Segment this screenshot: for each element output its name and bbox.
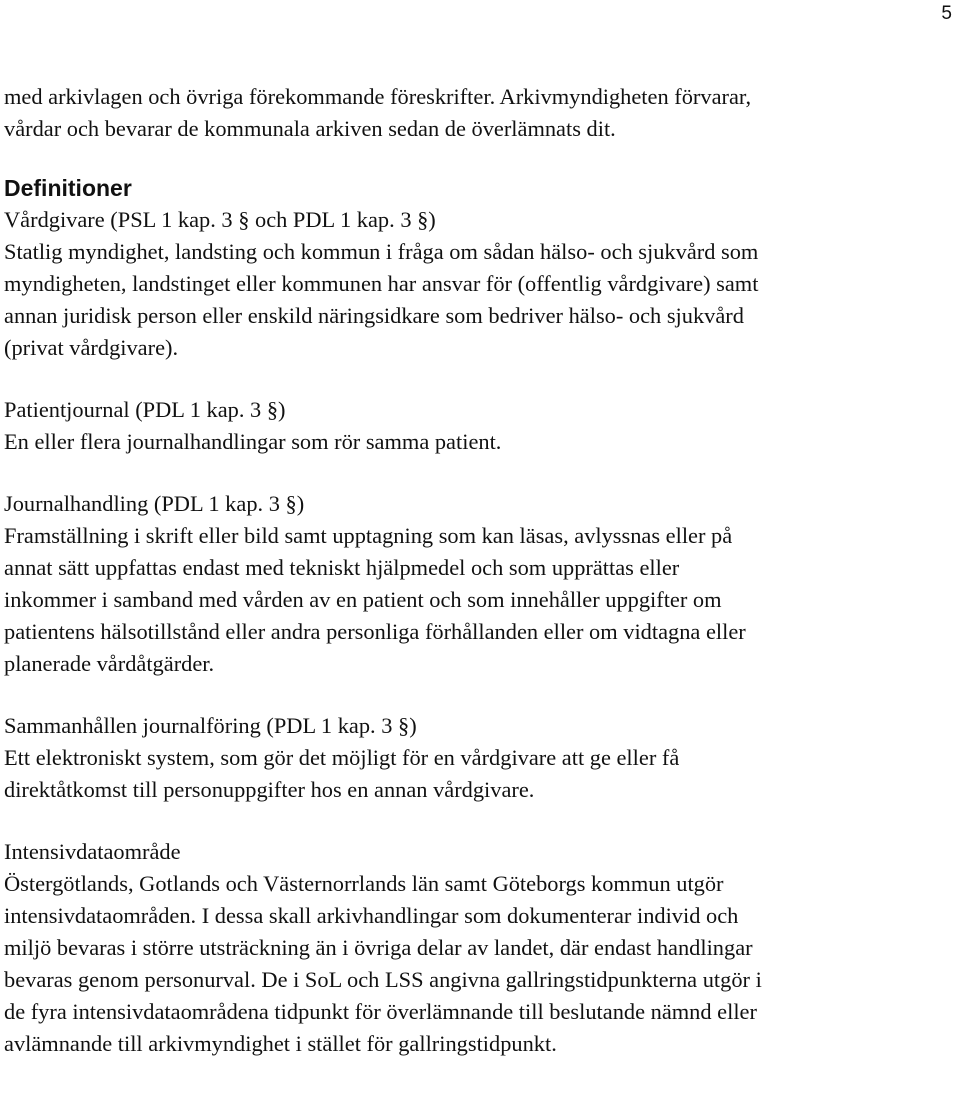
text-line: myndigheten, landstinget eller kommunen har ansvar för (offentlig vårdgivare) samt bbox=[4, 271, 759, 296]
definition-term: Sammanhållen journalföring (PDL 1 kap. 3 §) bbox=[4, 713, 417, 738]
definition-patientjournal bbox=[4, 394, 954, 458]
definition-intensivdataomrade bbox=[4, 836, 954, 1060]
definition-journalhandling bbox=[4, 488, 954, 680]
text-line: En eller flera journalhandlingar som rör samma patient. bbox=[4, 429, 502, 454]
text-line: inkommer i samband med vården av en patient och som innehåller uppgifter om bbox=[4, 587, 722, 612]
text-line: planerade vårdåtgärder. bbox=[4, 651, 215, 676]
definition-term: Journalhandling (PDL 1 kap. 3 §) bbox=[4, 491, 305, 516]
text-line: patientens hälsotillstånd eller andra personliga förhållanden eller om vidtagna eller bbox=[4, 619, 746, 644]
definition-vardgivare bbox=[4, 204, 954, 364]
text-line: de fyra intensivdataområdena tidpunkt för överlämnande till beslutande nämnd eller bbox=[4, 999, 757, 1024]
definition-sammanhallen-journalforing bbox=[4, 710, 954, 806]
definition-term: Vårdgivare (PSL 1 kap. 3 § och PDL 1 kap. 3 §) bbox=[4, 207, 436, 232]
text-line: Statlig myndighet, landsting och kommun i fråga om sådan hälso- och sjukvård som bbox=[4, 239, 759, 264]
text-line: (privat vårdgivare). bbox=[4, 335, 179, 360]
text-line: direktåtkomst till personuppgifter hos en annan vårdgivare. bbox=[4, 777, 535, 802]
definition-term: Intensivdataområde bbox=[4, 839, 181, 864]
text-line: Östergötlands, Gotlands och Västernorrlands län samt Göteborgs kommun utgör bbox=[4, 871, 724, 896]
text-line: Ett elektroniskt system, som gör det möjligt för en vårdgivare att ge eller få bbox=[4, 745, 680, 770]
text-line: med arkivlagen och övriga förekommande föreskrifter. Arkivmyndigheten förvarar, bbox=[4, 84, 752, 109]
text-line: bevaras genom personurval. De i SoL och LSS angivna gallringstidpunkterna utgör i bbox=[4, 967, 762, 992]
text-line: intensivdataområden. I dessa skall arkivhandlingar som dokumenterar individ och bbox=[4, 903, 739, 928]
text-line: Framställning i skrift eller bild samt upptagning som kan läsas, avlyssnas eller på bbox=[4, 523, 733, 548]
text-line: vårdar och bevarar de kommunala arkiven sedan de överlämnats dit. bbox=[4, 116, 616, 141]
page-number: 5 bbox=[941, 3, 952, 24]
intro-paragraph bbox=[4, 81, 954, 145]
document-body bbox=[4, 81, 954, 1060]
text-line: miljö bevaras i större utsträckning än i övriga delar av landet, där endast handlingar bbox=[4, 935, 753, 960]
section-heading: Definitioner bbox=[4, 175, 132, 201]
definition-term: Patientjournal (PDL 1 kap. 3 §) bbox=[4, 397, 286, 422]
text-line: annan juridisk person eller enskild näringsidkare som bedriver hälso- och sjukvård bbox=[4, 303, 744, 328]
text-line: annat sätt uppfattas endast med tekniskt hjälpmedel och som upprättas eller bbox=[4, 555, 680, 580]
text-line: avlämnande till arkivmyndighet i stället för gallringstidpunkt. bbox=[4, 1031, 557, 1056]
